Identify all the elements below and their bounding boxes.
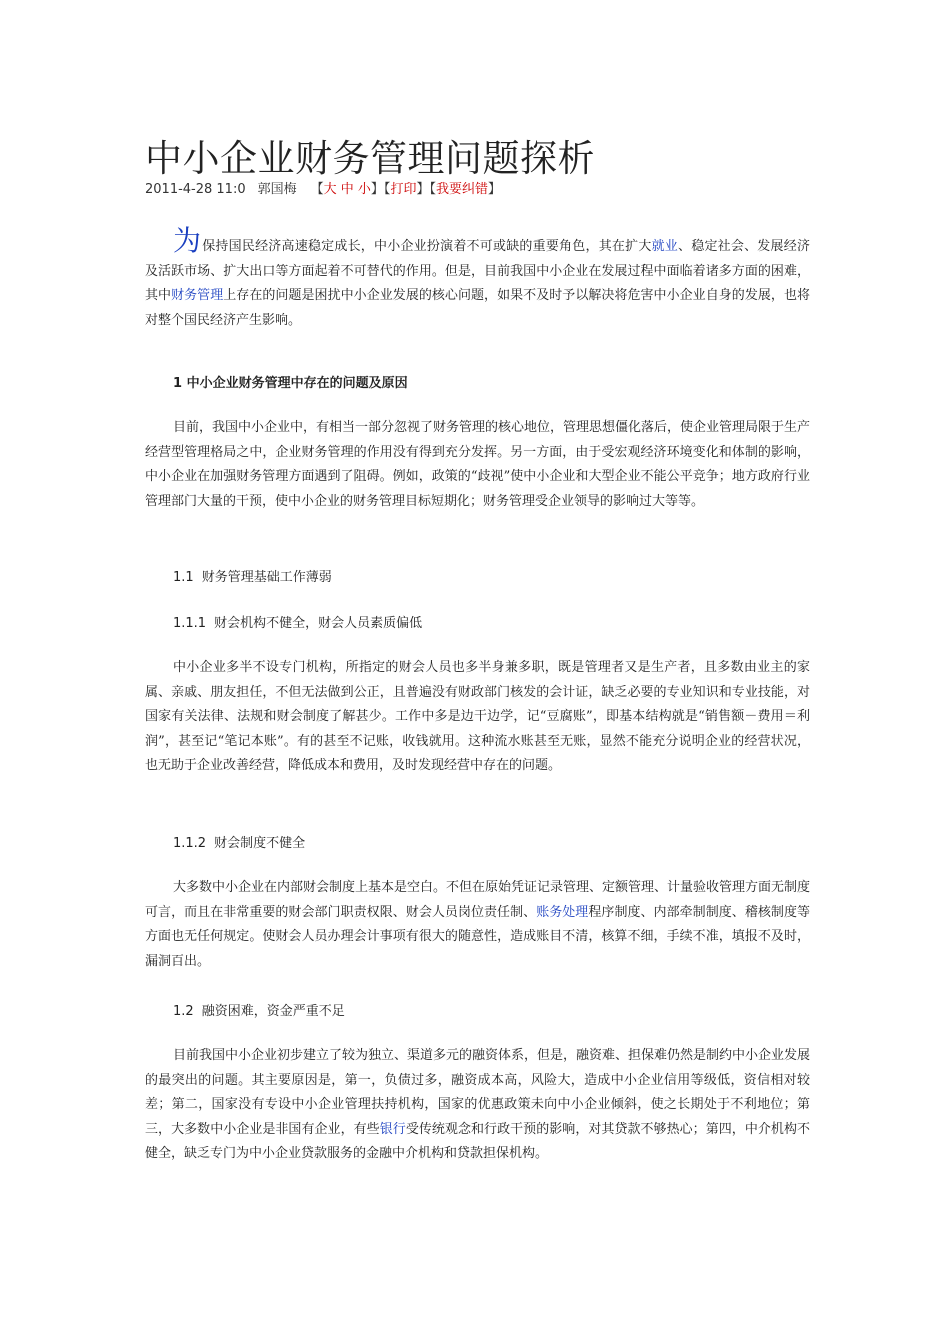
section-heading-1-2 [173,1000,345,1019]
section-heading-1-1 [173,566,332,585]
section-title: 财会制度不健全 [214,836,306,851]
report-error-link[interactable]: 我要纠错 [435,182,488,197]
bracket: 】 [416,182,430,197]
print-link[interactable]: 打印 [390,182,417,197]
bracket: 【 [429,182,436,197]
section-1-1-1-paragraph: 中小企业多半不设专门机构，所指定的财会人员也多半身兼多职，既是管理者又是生产者，且多数由业主的家属、亲戚、朋友担任，不但无法做到公正，且普遍没有财政部门核发的会计证，缺乏必要的专业知识和专业技能，对国家有关法律、法规和财会制度了解甚少。工作中多是边干边学，记“豆腐账”，即基本结构就是“销售额－费用＝利润”，甚至记“笔记本账”。有的甚至不记账，收钱就用。这种流水账甚至无账，显然不能充分说明企业的经营状况，也无助于企业改善经营，降低成本和费用，及时发现经营中存在的问题。 [145,660,810,773]
section-1-2-paragraph [145,1044,810,1167]
section-number: 1.1.2 [173,836,207,851]
intro-text: 保持国民经济高速稳定成长，中小企业扮演着不可或缺的重要角色，其在扩大 [202,239,652,254]
link-accounting-processing[interactable]: 账务处理 [536,904,589,920]
section-heading-1: 1 中小企业财务管理中存在的问题及原因 [173,376,408,391]
bracket: 【 [383,182,391,197]
paragraph-text: 目前我国中小企业初步建立了较为独立、渠道多元的融资体系，但是，融资难、担保难仍然是制约中小企业发展的最突出的问题。其主要原因是，第一，负债过多，融资成本高，风险大，造成中小企业信用等级低，资信相对较差；第二，国家没有专设中小企业管理扶持机构，国家的优惠政策未向中小企业倾斜，使之长期处于不利地位；第三，大多数中小企业是非国有企业，有些 [145,1048,811,1137]
paragraph-text: 受传统观念和行政干预的影响，对其贷款不够热心；第四，中介机构不健全，缺乏专门为中小企业贷款服务的金融中介机构和贷款担保机构。 [145,1121,810,1161]
link-financial-management[interactable]: 财务管理 [171,288,224,303]
section-number: 1.2 [173,1004,194,1019]
bracket: 【 [310,182,324,197]
toolbar [311,182,501,197]
section-1-paragraph: 目前，我国中小企业中，有相当一部分忽视了财务管理的核心地位，管理思想僵化落后，使企业管理局限于生产经营型管理格局之中，企业财务管理的作用没有得到充分发挥。另一方面，由于受宏观经济环境变化和体制的影响，中小企业在加强财务管理方面遇到了阻碍。例如，政策的“歧视”使中小企业和大型企业不能公平竞争；地方政府行业管理部门大量的干预，使中小企业的财务管理目标短期化；财务管理受企业领导的影响过大等等。 [145,420,811,509]
link-employment[interactable]: 就业 [651,239,679,254]
section-heading-1-1-2 [173,832,305,851]
font-size-links[interactable]: 大 中 小 [323,182,371,197]
section-title: 财会机构不健全，财会人员素质偏低 [214,616,423,631]
intro-text: 上存在的问题是困扰中小企业发展的核心问题，如果不及时予以解决将危害中小企业自身的发展，也将对整个国民经济产生影响。 [145,288,810,328]
article-meta [145,178,501,197]
drop-cap: 为 [173,224,202,257]
article-author: 郭国梅 [257,182,297,197]
section-number: 1.1.1 [173,616,207,631]
section-title: 财务管理基础工作薄弱 [201,570,332,585]
bracket: 】 [370,182,384,197]
article-date: 2011-4-28 11:0 [145,182,246,197]
section-1-1-2-paragraph [145,876,810,974]
link-bank[interactable]: 银行 [379,1121,406,1137]
article-title: 中小企业财务管理问题探析 [145,137,595,180]
paragraph-text: 大多数中小企业在内部财会制度上基本是空白。不但在原始凭证记录管理、定额管理、计量验收管理方面无制度可言，而且在非常重要的财会部门职责权限、财会人员岗位责任制、 [145,880,811,920]
intro-paragraph [145,224,810,333]
section-heading-1-1-1 [173,612,422,631]
bracket: 】 [488,182,502,197]
section-number: 1.1 [173,570,194,585]
intro-text: 、稳定社会、发展经济及活跃市场、扩大出口等方面起着不可替代的作用。但是，目前我国中小企业在发展过程中面临着诸多方面的困难，其中 [145,239,810,303]
paragraph-text: 程序制度、内部牵制制度、稽核制度等方面也无任何规定。使财会人员办理会计事项有很大的随意性，造成账目不清，核算不细，手续不准，填报不及时，漏洞百出。 [145,904,810,969]
section-title: 融资困难，资金严重不足 [201,1004,345,1019]
